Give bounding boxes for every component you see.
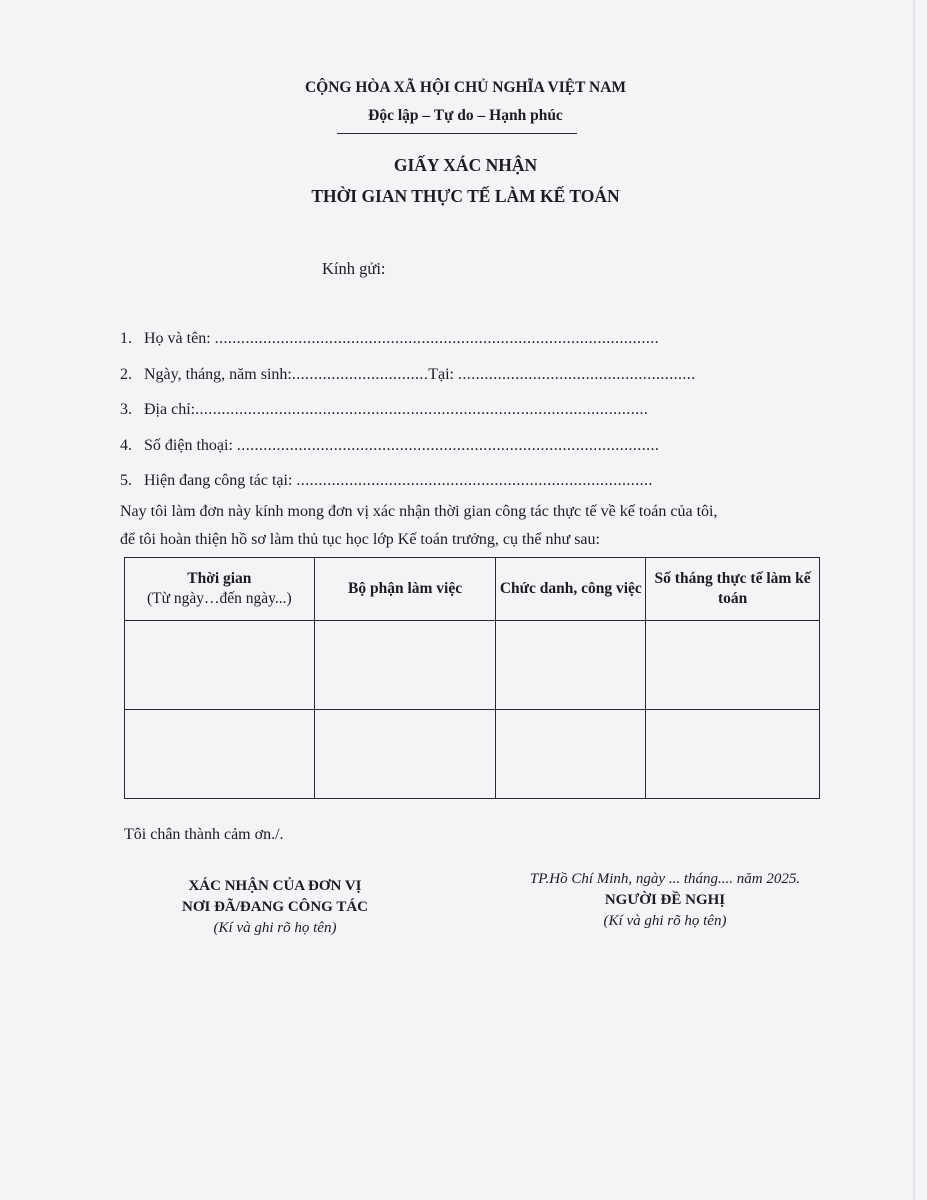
field-number: 2.	[120, 366, 132, 383]
greeting: Kính gửi:	[322, 259, 386, 278]
field-address	[120, 401, 648, 419]
fill-in-dots: .....................................................................................................	[214, 330, 660, 347]
closing-thanks: Tôi chân thành cảm ơn./.	[124, 826, 284, 843]
document-subtitle: THỜI GIAN THỰC TẾ LÀM KẾ TOÁN	[311, 186, 620, 206]
field-number: 1.	[120, 330, 132, 347]
header-months: Số tháng thực tế làm kế toán	[646, 558, 820, 621]
motto-underline	[337, 133, 577, 134]
unit-sign-note: (Kí và ghi rõ họ tên)	[213, 920, 337, 936]
request-paragraph-line1: Nay tôi làm đơn này kính mong đơn vị xác nhận thời gian công tác thực tế về kế toán của tôi,	[120, 503, 718, 520]
header-time-title: Thời gian	[187, 570, 252, 587]
table-cell[interactable]	[314, 621, 496, 710]
field-full-name	[120, 330, 659, 348]
header-time	[125, 558, 315, 621]
scan-edge	[913, 0, 915, 1200]
field-birth-date	[120, 366, 696, 384]
fill-in-dots: ................................................................................................	[236, 437, 660, 454]
field-number: 3.	[120, 401, 132, 418]
header-position: Chức danh, công việc	[496, 558, 646, 621]
signature-block-unit	[140, 876, 410, 939]
work-history-table	[124, 557, 820, 799]
field-label: Ngày, tháng, năm sinh:	[144, 366, 292, 383]
fill-in-dots: .................................................................................	[296, 472, 653, 489]
field-phone	[120, 437, 659, 455]
field-label: Địa chỉ:	[144, 401, 196, 418]
header-department: Bộ phận làm việc	[314, 558, 496, 621]
national-header: CỘNG HÒA XÃ HỘI CHỦ NGHĨA VIỆT NAM	[304, 79, 627, 96]
field-label: Số điện thoại:	[144, 437, 237, 454]
place-date: TP.Hồ Chí Minh, ngày ... tháng.... năm 2025.	[529, 871, 801, 887]
field-workplace	[120, 472, 653, 490]
field-number: 4.	[120, 437, 132, 454]
table-cell[interactable]	[646, 621, 820, 710]
national-motto: Độc lập – Tự do – Hạnh phúc	[368, 107, 563, 124]
applicant-title: NGƯỜI ĐỀ NGHỊ	[604, 892, 726, 908]
field-label: Họ và tên:	[144, 330, 215, 347]
field-number: 5.	[120, 472, 132, 489]
table-row	[125, 710, 820, 799]
unit-confirm-subtitle: NƠI ĐÃ/ĐANG CÔNG TÁC	[182, 899, 368, 915]
document-title: GIẤY XÁC NHẬN	[393, 155, 538, 175]
field-label-place: Tại:	[428, 366, 458, 383]
unit-confirm-title: XÁC NHẬN CỦA ĐƠN VỊ	[188, 878, 362, 894]
table-row	[125, 621, 820, 710]
table-cell[interactable]	[125, 621, 315, 710]
fill-in-dots: ...............................	[291, 366, 429, 383]
table-header-row	[125, 558, 820, 621]
fill-in-dots: ......................................................	[458, 366, 696, 383]
table-cell[interactable]	[496, 710, 646, 799]
fill-in-dots: .......................................................................................................	[195, 401, 649, 418]
signature-block-applicant	[500, 869, 830, 932]
header-time-sub: (Từ ngày…đến ngày...)	[147, 590, 292, 607]
table-cell[interactable]	[646, 710, 820, 799]
table-cell[interactable]	[125, 710, 315, 799]
applicant-sign-note: (Kí và ghi rõ họ tên)	[603, 913, 727, 929]
table-cell[interactable]	[314, 710, 496, 799]
table-cell[interactable]	[496, 621, 646, 710]
field-label: Hiện đang công tác tại:	[144, 472, 297, 489]
request-paragraph-line2: để tôi hoàn thiện hồ sơ làm thủ tục học lớp Kế toán trưởng, cụ thể như sau:	[120, 531, 600, 548]
